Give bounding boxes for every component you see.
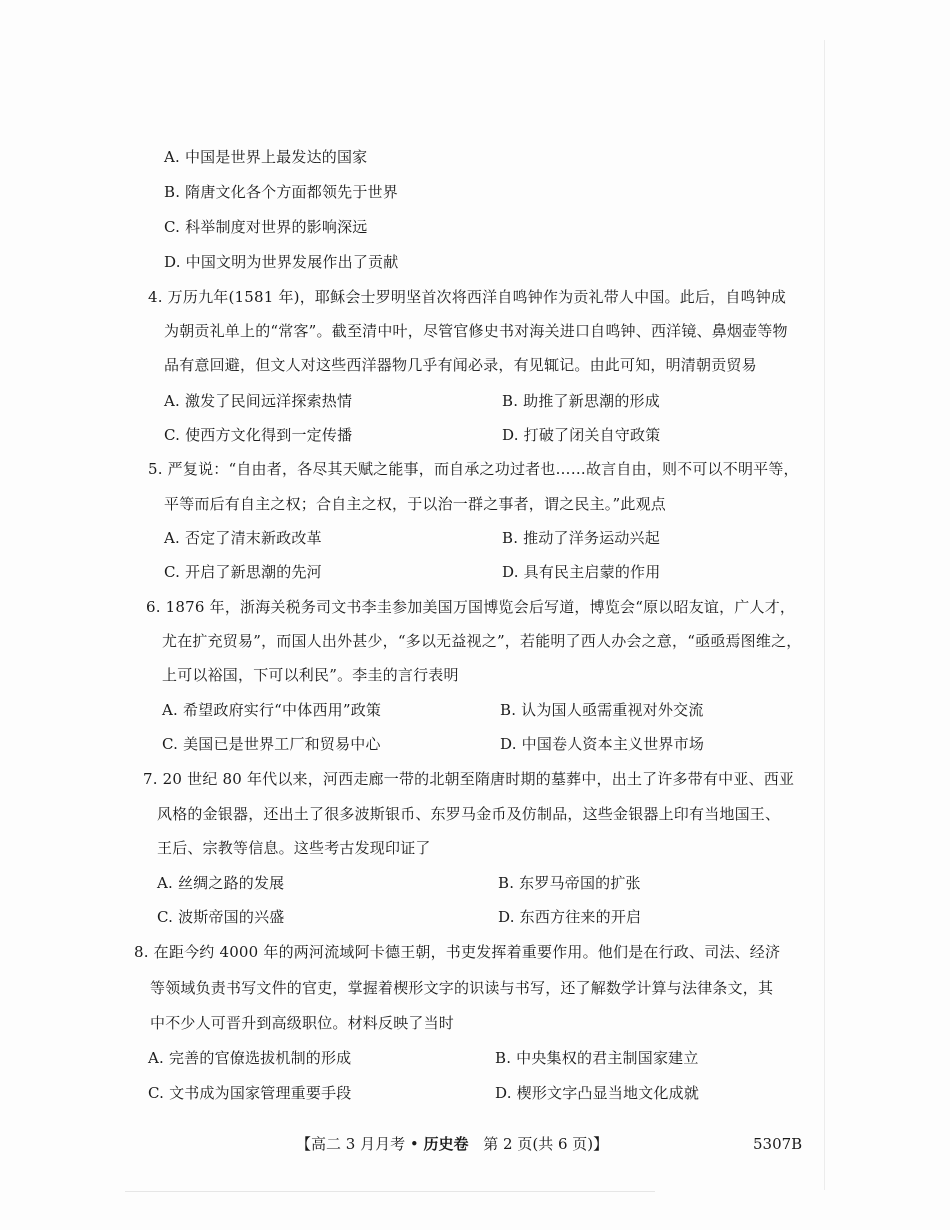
- q4-option-c: C. 使西方文化得到一定传播: [164, 426, 353, 444]
- q4-option-b: B. 助推了新思潮的形成: [502, 392, 660, 410]
- prev-option-a: A. 中国是世界上最发达的国家: [164, 148, 368, 166]
- q8-stem-line-2: 等领域负责书写文件的官吏，掌握着楔形文字的识读与书写，还了解数学计算与法律条文，其: [150, 979, 774, 997]
- q7-option-a: A. 丝绸之路的发展: [157, 874, 285, 892]
- q4-stem-line-3: 品有意回避，但文人对这些西洋器物几乎有闻必录，有见辄记。由此可知，明清朝贡贸易: [164, 356, 757, 374]
- footer-page-number: 第 2 页(共 6 页)】: [483, 1135, 609, 1153]
- q7-option-c: C. 波斯帝国的兴盛: [157, 908, 285, 926]
- q8-option-a: A. 完善的官僚选拔机制的形成: [148, 1049, 352, 1067]
- q5-option-b: B. 推动了洋务运动兴起: [502, 529, 660, 547]
- prev-option-c: C. 科举制度对世界的影响深远: [164, 218, 368, 236]
- q6-option-b: B. 认为国人亟需重视对外交流: [500, 701, 704, 719]
- q4-stem-line-1: 4. 万历九年(1581 年)，耶稣会士罗明坚首次将西洋自鸣钟作为贡礼带人中国。此后，自鸣钟成: [148, 288, 787, 306]
- q8-option-c: C. 文书成为国家管理重要手段: [148, 1084, 352, 1102]
- q7-option-d: D. 东西方往来的开启: [498, 908, 642, 926]
- footer-subject: 历史卷: [423, 1135, 469, 1153]
- q4-stem-line-2: 为朝贡礼单上的“常客”。截至清中叶，尽管官修史书对海关进口自鸣钟、西洋镜、鼻烟壶等物: [164, 322, 788, 340]
- q8-option-b: B. 中央集权的君主制国家建立: [495, 1049, 699, 1067]
- q7-option-b: B. 东罗马帝国的扩张: [498, 874, 641, 892]
- q6-option-a: A. 希望政府实行“中体西用”政策: [162, 701, 382, 719]
- q5-stem-line-2: 平等而后有自主之权；合自主之权，于以治一群之事者，谓之民主。”此观点: [164, 495, 666, 513]
- q8-stem-line-3: 中不少人可晋升到高级职位。材料反映了当时: [150, 1014, 455, 1032]
- footer-code: 5307B: [753, 1135, 803, 1153]
- page-edge-right: [824, 40, 825, 1190]
- q6-stem-line-1: 6. 1876 年，浙海关税务司文书李圭参加美国万国博览会后写道，博览会“原以昭友谊，广人才，: [146, 598, 796, 616]
- footer-exam-name: 【高二 3 月月考 •: [296, 1135, 424, 1153]
- q7-stem-line-2: 风格的金银器，还出土了很多波斯银币、东罗马金币及仿制品，这些金银器上印有当地国王、: [157, 805, 781, 823]
- q8-option-d: D. 楔形文字凸显当地文化成就: [495, 1084, 700, 1102]
- q5-option-d: D. 具有民主启蒙的作用: [502, 563, 661, 581]
- prev-option-b: B. 隋唐文化各个方面都领先于世界: [164, 183, 398, 201]
- q6-option-c: C. 美国已是世界工厂和贸易中心: [162, 735, 381, 753]
- q5-stem-line-1: 5. 严复说：“自由者，各尽其天赋之能事，而自承之功过者也……故言自由，则不可以不明平等，: [148, 460, 799, 478]
- q7-stem-line-3: 王后、宗教等信息。这些考古发现印证了: [157, 839, 431, 857]
- q6-stem-line-2: 尤在扩充贸易”，而国人出外甚少，“多以无益视之”，若能明了西人办会之意，“亟亟焉图维之，: [162, 632, 802, 650]
- q6-option-d: D. 中国卷人资本主义世界市场: [500, 735, 705, 753]
- q7-stem-line-1: 7. 20 世纪 80 年代以来，河西走廊一带的北朝至隋唐时期的墓葬中，出土了许多带有中亚、西亚: [143, 770, 795, 788]
- page-edge-bottom: [125, 1191, 655, 1192]
- q8-stem-line-1: 8. 在距今约 4000 年的两河流域阿卡德王朝，书吏发挥着重要作用。他们是在行政、司法、经济: [134, 943, 781, 961]
- q6-stem-line-3: 上可以裕国，下可以利民”。李圭的言行表明: [162, 666, 459, 684]
- prev-option-d: D. 中国文明为世界发展作出了贡献: [164, 253, 399, 271]
- q4-option-d: D. 打破了闭关自守政策: [502, 426, 661, 444]
- q4-option-a: A. 激发了民间远洋探索热情: [164, 392, 353, 410]
- q5-option-a: A. 否定了清末新政改革: [164, 529, 322, 547]
- page-footer: [296, 1134, 608, 1154]
- q5-option-c: C. 开启了新思潮的先河: [164, 563, 322, 581]
